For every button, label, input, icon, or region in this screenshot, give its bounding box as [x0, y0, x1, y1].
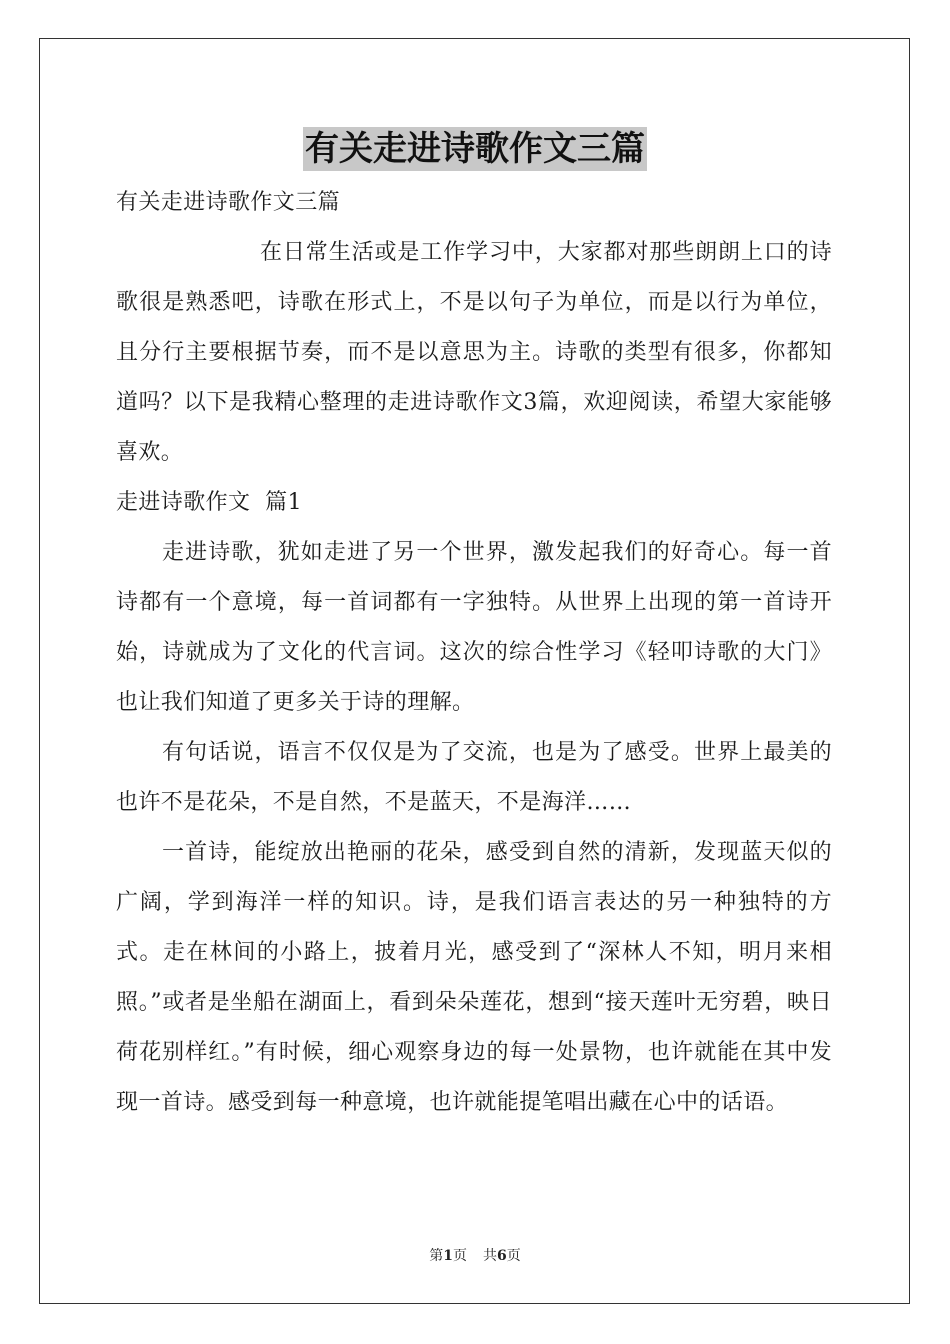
intro-paragraph: 在日常生活或是工作学习中，大家都对那些朗朗上口的诗歌很是熟悉吧，诗歌在形式上，不是以句子为单位，而是以行为单位，且分行主要根据节奏，而不是以意思为主。诗歌的类型有很多，你都知道吗？以下是我精心整理的走进诗歌作文3篇，欢迎阅读，希望大家能够喜欢。 — [116, 240, 832, 465]
footer-page-suffix: 页 — [453, 1248, 467, 1264]
document-subtitle: 有关走进诗歌作文三篇 — [116, 190, 341, 215]
body-paragraph-2: 有句话说，语言不仅仅是为了交流，也是为了感受。世界上最美的也许不是花朵，不是自然，不是蓝天，不是海洋…… — [116, 740, 832, 815]
footer-page-prefix: 第 — [429, 1248, 444, 1264]
body-paragraph-3: 一首诗，能绽放出艳丽的花朵，感受到自然的清新，发现蓝天似的广阔，学到海洋一样的知识。诗，是我们语言表达的另一种独特的方式。走在林间的小路上，披着月光，感受到了“深林人不知，明月来相照。”或者是坐船在湖面上，看到朵朵莲花，想到“接天莲叶无穷碧，映日荷花别样红。”有时候，细心观察身边的每一处景物，也许就能在其中发现一首诗。感受到每一种意境，也许就能提笔唱出藏在心中的话语。 — [116, 840, 832, 1115]
document-title: 有关走进诗歌作文三篇 — [305, 129, 645, 169]
title-container — [0, 127, 950, 171]
page-footer — [0, 1245, 950, 1265]
section-heading: 走进诗歌作文 篇1 — [116, 490, 302, 515]
body-paragraph-1: 走进诗歌，犹如走进了另一个世界，激发起我们的好奇心。每一首诗都有一个意境，每一首词都有一字独特。从世界上出现的第一首诗开始，诗就成为了文化的代言词。这次的综合性学习《轻叩诗歌的大门》也让我们知道了更多关于诗的理解。 — [116, 540, 832, 715]
footer-total-prefix: 共 — [483, 1248, 497, 1264]
document-body — [116, 178, 832, 1128]
footer-total-suffix: 页 — [506, 1248, 521, 1264]
footer-page-total: 6 — [497, 1248, 507, 1264]
footer-page-current: 1 — [443, 1248, 453, 1264]
